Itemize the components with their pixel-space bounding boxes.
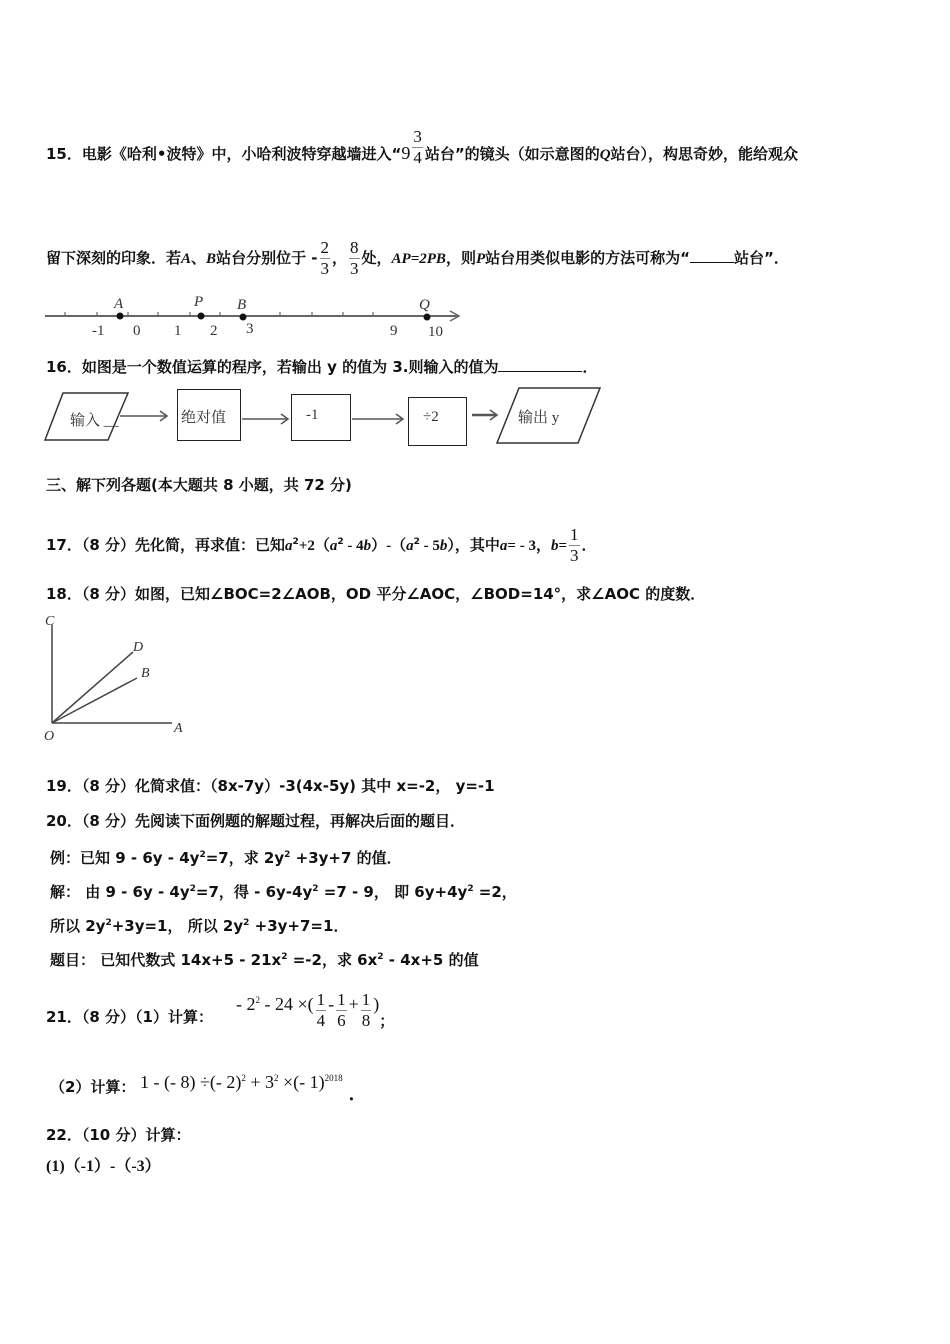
fraction xyxy=(336,990,347,1031)
text: =7，得 - 6y-4y xyxy=(195,883,313,901)
q15-text: 站台分别位于 - xyxy=(216,249,318,267)
var: b xyxy=(363,538,372,554)
expr: = - 3， xyxy=(507,538,551,554)
exponent: 2 xyxy=(255,995,260,1005)
denominator: 6 xyxy=(337,1011,346,1030)
point-b xyxy=(240,314,247,321)
denominator: 4 xyxy=(413,148,422,167)
q15-line1 xyxy=(46,127,798,168)
q18-line: 18．（8 分）如图，已知∠BOC=2∠AOB，OD 平分∠AOC，∠BOD=14°，求∠AOC 的度数． xyxy=(46,585,706,603)
q20-intro: 20．（8 分）先阅读下面例题的解题过程，再解决后面的题目． xyxy=(46,812,466,830)
q20-solution xyxy=(50,879,517,902)
point-label: B xyxy=(237,297,247,313)
q16-text: ． xyxy=(582,358,598,376)
q17-text: ），其中 xyxy=(447,536,500,554)
q16-text: 16．如图是一个数值运算的程序，若输出 y 的值为 3.则输入的值为 xyxy=(46,358,499,376)
expr: = xyxy=(558,538,568,554)
exponent: 2018 xyxy=(324,1073,343,1083)
numerator: 3 xyxy=(413,127,422,146)
denominator: 3 xyxy=(350,259,359,278)
exponent: 2 xyxy=(284,850,291,860)
numerator: 1 xyxy=(570,525,579,544)
q16-line xyxy=(46,357,597,377)
mixed-fraction xyxy=(412,127,423,168)
exponent: 2 xyxy=(312,884,319,894)
text: ； xyxy=(379,1012,395,1030)
var: a xyxy=(285,538,293,554)
q17-text: ． xyxy=(581,536,597,554)
denominator: 8 xyxy=(361,1011,371,1030)
fraction xyxy=(320,238,331,279)
text: =7，求 2y xyxy=(205,849,285,867)
text: +3y+7 的值． xyxy=(290,849,402,867)
q21-part2-label: （2）计算： xyxy=(50,1078,136,1096)
text: ． xyxy=(348,1084,367,1104)
text: =7 - 9， 即 6y+4y xyxy=(318,883,468,901)
q15-text: 站台用类似电影的方法可称为“ xyxy=(485,249,690,267)
flow-output-label: 输出 y xyxy=(518,410,560,426)
point-q xyxy=(424,314,431,321)
var: b xyxy=(550,538,559,554)
expr: ）-（ xyxy=(371,538,407,554)
q19-line: 19．（8 分）化简求值：（8x-7y）-3(4x-5y) 其中 x=-2， y=-1 xyxy=(46,777,495,795)
q17-text: 17．（8 分）先化简，再求值：已知 xyxy=(46,536,286,554)
tick-label: 0 xyxy=(133,323,141,339)
flow-label: -1 xyxy=(306,407,319,423)
answer-blank[interactable] xyxy=(690,262,734,263)
fraction xyxy=(569,525,580,566)
q21-expr1 xyxy=(236,990,394,1031)
q15-condition: AP=2PB xyxy=(391,251,446,267)
q15-text: ， xyxy=(332,249,348,267)
expr: + 3 xyxy=(245,1072,274,1092)
section-heading: 三、解下列各题(本大题共 8 小题，共 72 分) xyxy=(46,476,352,494)
label-a: A xyxy=(174,721,183,736)
point-a xyxy=(117,313,124,320)
numerator: 8 xyxy=(350,238,359,257)
q15-text: 处， xyxy=(361,249,392,267)
flow-abs-box xyxy=(177,389,241,441)
expr: - xyxy=(328,994,335,1014)
fraction xyxy=(316,990,327,1031)
text: 所以 2y xyxy=(50,917,106,935)
exponent: 2 xyxy=(241,1073,246,1083)
q15-text: 、 xyxy=(191,249,207,267)
number-line xyxy=(0,290,480,340)
var: a xyxy=(329,538,338,554)
text: - 4x+5 的值 xyxy=(383,951,479,969)
tick-label: 2 xyxy=(210,323,218,339)
text: 例：已知 9 - 6y - 4y xyxy=(50,849,200,867)
exponent: 2 xyxy=(105,918,112,928)
q15-text: 站台”． xyxy=(734,249,789,267)
label-d: D xyxy=(133,640,144,655)
q15-text: 站台”的镜头（如示意图的 xyxy=(424,145,600,163)
numerator: 1 xyxy=(361,990,371,1009)
tick-label: 10 xyxy=(428,324,443,340)
q15-text: 15．电影《哈利•波特》中，小哈利波特穿越墙进入“ xyxy=(46,145,402,163)
tick-label: 1 xyxy=(174,323,182,339)
tick-label: 3 xyxy=(246,321,254,337)
q15-text: 站台），构思奇妙，能给观众 xyxy=(610,145,799,163)
numerator: 2 xyxy=(320,238,330,257)
exponent: 2 xyxy=(274,1073,279,1083)
text: +3y+7=1． xyxy=(249,917,349,935)
point-label: P xyxy=(194,294,204,310)
q15-line2 xyxy=(46,238,789,279)
q22-part1: (1)（-1）-（-3） xyxy=(46,1158,161,1175)
angle-figure xyxy=(0,610,200,745)
flow-div2-box xyxy=(408,397,467,446)
text: =2， xyxy=(473,883,517,901)
flow-input-label: 输入 __ xyxy=(70,413,119,429)
fraction xyxy=(349,238,360,279)
q15-var: B xyxy=(206,251,217,267)
label-b: B xyxy=(141,666,150,681)
expr: - 4 xyxy=(343,538,364,554)
flow-minus1-box xyxy=(291,394,351,441)
exponent: 2 xyxy=(337,537,344,547)
text: 解： 由 9 - 6y - 4y xyxy=(50,883,190,901)
text: 题目： 已知代数式 14x+5 - 21x xyxy=(50,951,282,969)
fraction xyxy=(361,990,372,1031)
flow-label: ÷2 xyxy=(423,409,439,425)
q20-task xyxy=(50,947,479,970)
denominator: 4 xyxy=(316,1011,326,1030)
answer-blank[interactable] xyxy=(498,371,582,372)
exponent: 2 xyxy=(199,850,206,860)
text: =-2，求 6x xyxy=(287,951,378,969)
point-p xyxy=(198,313,205,320)
text: +3y=1， 所以 2y xyxy=(111,917,244,935)
label-c: C xyxy=(45,614,55,629)
q21-expr2 xyxy=(140,1068,367,1104)
q21-label: 21．（8 分）（1）计算： xyxy=(46,1008,213,1026)
denominator: 3 xyxy=(320,259,330,278)
exponent: 2 xyxy=(292,537,299,547)
exponent: 2 xyxy=(413,537,420,547)
tick-label: -1 xyxy=(92,323,105,339)
expr: 1 - (- 8) ÷(- 2) xyxy=(140,1072,242,1092)
q22-label: 22．（10 分）计算： xyxy=(46,1126,191,1144)
exponent: 2 xyxy=(243,918,250,928)
label-o: O xyxy=(44,729,55,744)
exponent: 2 xyxy=(467,884,474,894)
ray-od xyxy=(52,652,133,723)
numerator: 1 xyxy=(316,990,326,1009)
expr: - 2 xyxy=(236,994,256,1014)
expr: ×(- 1) xyxy=(278,1072,325,1092)
exponent: 2 xyxy=(281,952,288,962)
var: a xyxy=(499,538,508,554)
q20-so xyxy=(50,913,348,936)
q15-text: ，则 xyxy=(445,249,476,267)
var: a xyxy=(406,538,414,554)
expr: + xyxy=(348,994,359,1014)
q15-var: P xyxy=(475,251,486,267)
q15-var: A xyxy=(181,251,192,267)
tick-label: 9 xyxy=(390,323,398,339)
flow-label: 绝对值 xyxy=(181,408,227,426)
q15-var: Q xyxy=(599,147,611,163)
expr: - 24 ×( xyxy=(260,994,314,1014)
var: b xyxy=(439,538,448,554)
mixed-whole: 9 xyxy=(401,143,411,163)
q20-example xyxy=(50,845,402,868)
q15-text: 留下深刻的印象．若 xyxy=(46,249,182,267)
denominator: 3 xyxy=(570,546,579,565)
point-label: Q xyxy=(419,297,430,313)
expr: ) xyxy=(373,994,380,1014)
q17-line xyxy=(46,525,597,566)
exponent: 2 xyxy=(189,884,196,894)
expr: - 5 xyxy=(419,538,440,554)
expr: +2（ xyxy=(298,538,330,554)
numerator: 1 xyxy=(337,990,346,1009)
point-label: A xyxy=(114,296,124,312)
exponent: 2 xyxy=(377,952,384,962)
